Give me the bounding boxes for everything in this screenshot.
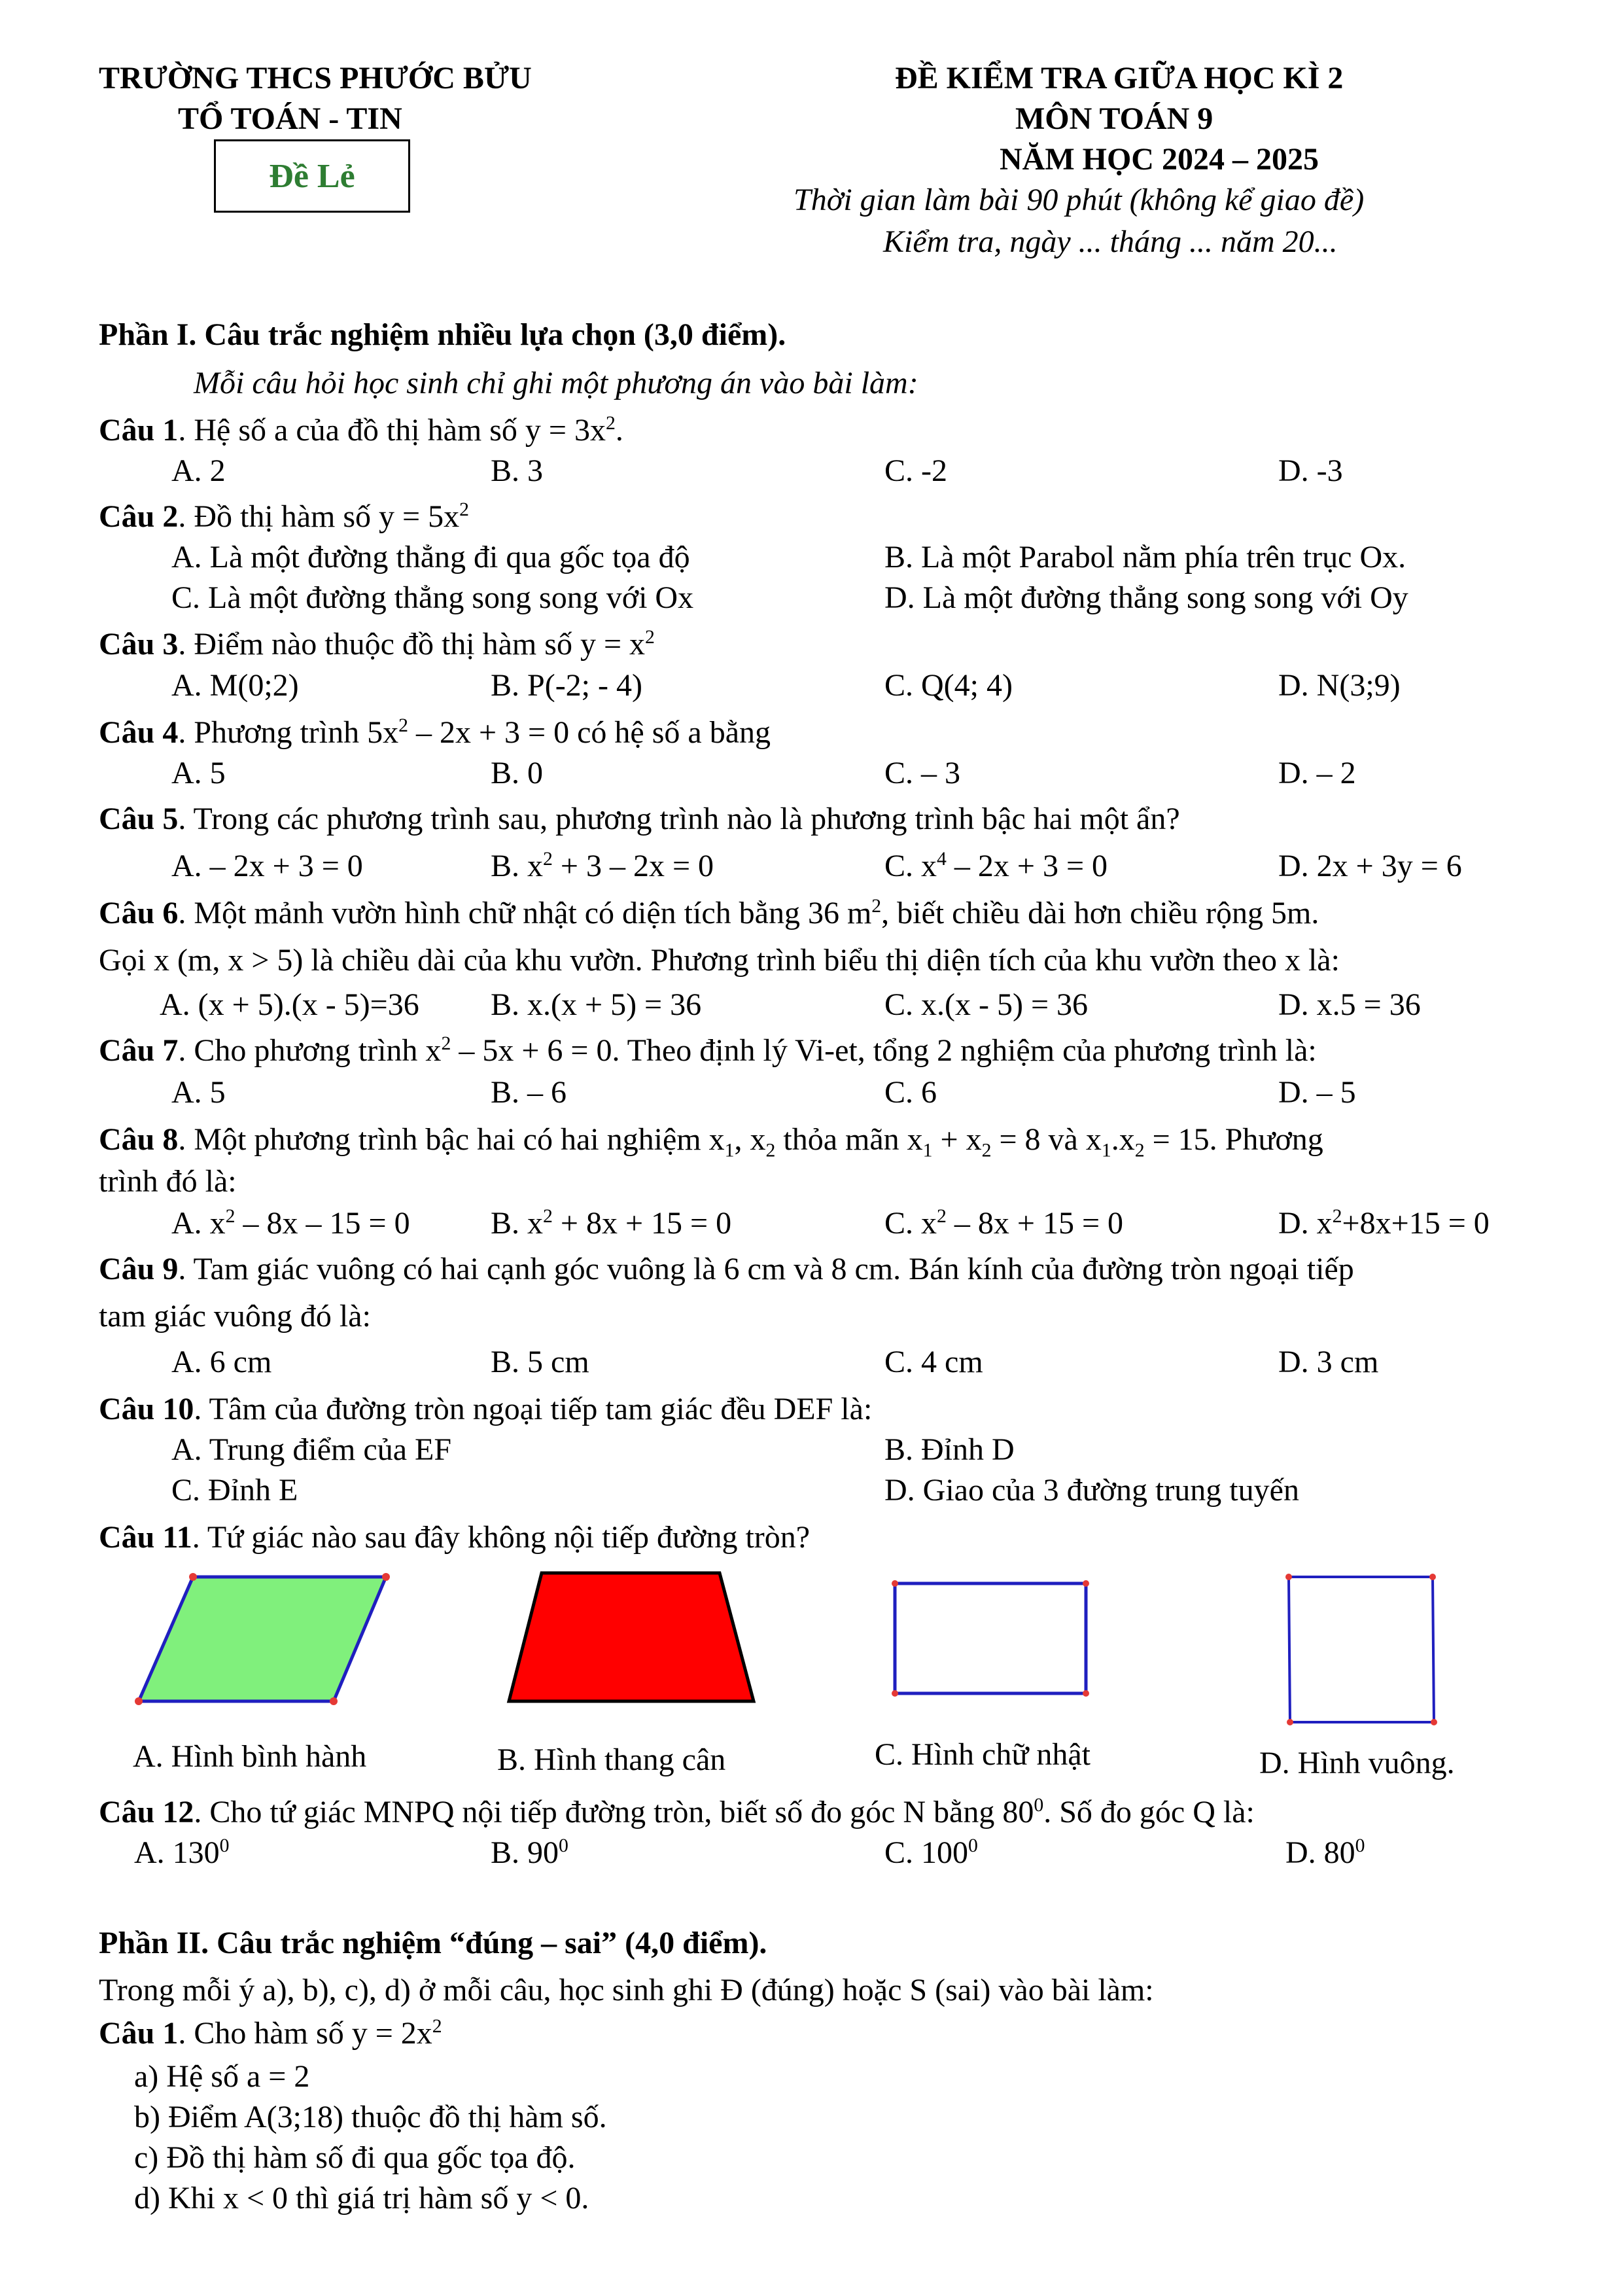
q7-stem [99, 1031, 1317, 1070]
q5-stem [99, 800, 1180, 839]
q1-tail: . [615, 413, 623, 448]
q9-option-a: A. 6 cm [171, 1345, 272, 1379]
department: TỔ TOÁN - TIN [178, 101, 402, 136]
q2-option-b: B. Là một Parabol nằm phía trên trục Ox. [884, 540, 1406, 574]
q8-option-a [171, 1204, 410, 1243]
q10-stem [99, 1390, 872, 1429]
q12-d-text: D. 80 [1285, 1835, 1355, 1870]
q12-label: Câu 12 [99, 1795, 194, 1829]
q12-text-post: . Số đo góc Q là: [1043, 1795, 1255, 1829]
q2-option-d: D. Là một đường thẳng song song với Oy [884, 580, 1408, 615]
q8-c-pre: C. x [884, 1206, 937, 1241]
q5-c-pre: C. x [884, 849, 937, 883]
part2-q1-item-d: d) Khi x < 0 thì giá trị hàm số y < 0. [134, 2181, 589, 2216]
school-name: TRƯỜNG THCS PHƯỚC BỬU [99, 61, 532, 96]
q10-option-b: B. Đỉnh D [884, 1432, 1015, 1467]
q8-t4: + x [932, 1122, 982, 1157]
q1-option-c: C. -2 [884, 453, 947, 488]
part2-q1-text: . Cho hàm số y = 2x [178, 2016, 432, 2051]
q8-a-exp: 2 [225, 1205, 236, 1227]
q8-stem-line1 [99, 1120, 1323, 1159]
q5-label: Câu 5 [99, 802, 179, 836]
q4-option-d: D. – 2 [1278, 756, 1356, 790]
q8-a-post: – 8x – 15 = 0 [235, 1206, 410, 1241]
q4-label: Câu 4 [99, 715, 179, 750]
q6-stem-line1 [99, 894, 1319, 933]
q8-b-post: + 8x + 15 = 0 [552, 1206, 732, 1241]
parallelogram-shape [139, 1577, 386, 1701]
rectangle-vertex [1083, 1690, 1089, 1697]
q6-option-b: B. x.(x + 5) = 36 [491, 987, 702, 1022]
q8-t2: , x [734, 1122, 766, 1157]
q2-option-c: C. Là một đường thẳng song song với Ox [171, 580, 694, 615]
q9-option-b: B. 5 cm [491, 1345, 589, 1379]
part2-q1-item-b: b) Điểm A(3;18) thuộc đồ thị hàm số. [134, 2100, 607, 2134]
parallelogram-figure [131, 1569, 399, 1729]
subject-title: MÔN TOÁN 9 [1015, 101, 1213, 136]
q5-option-a: A. – 2x + 3 = 0 [171, 849, 363, 883]
q8-s3: 1 [922, 1139, 933, 1161]
rectangle-vertex [892, 1580, 898, 1587]
square-vertex [1429, 1574, 1436, 1580]
rectangle-figure [890, 1578, 1092, 1703]
q1-text: . Hệ số a của đồ thị hàm số y = 3x [178, 413, 606, 448]
q1-option-d: D. -3 [1278, 453, 1343, 488]
q5-option-b [491, 847, 714, 886]
exam-date-line: Kiểm tra, ngày ... tháng ... năm 20... [883, 224, 1338, 259]
square-figure [1282, 1570, 1439, 1727]
q12-option-c [884, 1833, 978, 1873]
school-year: NĂM HỌC 2024 – 2025 [1000, 142, 1319, 177]
q1-stem [99, 411, 623, 450]
parallelogram-vertex [330, 1697, 338, 1705]
q8-s4: 2 [981, 1139, 992, 1161]
q8-option-d [1278, 1204, 1490, 1243]
q7-option-d: D. – 5 [1278, 1075, 1356, 1110]
part2-q1-stem [99, 2014, 442, 2053]
q8-d-post: +8x+15 = 0 [1342, 1206, 1490, 1241]
q3-option-b: B. P(-2; - 4) [491, 668, 642, 703]
q3-label: Câu 3 [99, 627, 179, 662]
q7-option-b: B. – 6 [491, 1075, 567, 1110]
q8-a-pre: A. x [171, 1206, 226, 1241]
q8-label: Câu 8 [99, 1122, 179, 1157]
exam-duration: Thời gian làm bài 90 phút (không kể giao đề) [794, 183, 1365, 217]
q5-b-post: + 3 – 2x = 0 [552, 849, 714, 883]
q8-c-post: – 8x + 15 = 0 [946, 1206, 1124, 1241]
q2-label: Câu 2 [99, 499, 179, 534]
q8-t5: = 8 và x [991, 1122, 1102, 1157]
square-vertex [1285, 1574, 1292, 1580]
q9-label: Câu 9 [99, 1252, 179, 1286]
q12-option-a [134, 1833, 230, 1873]
q12-b-deg: 0 [559, 1835, 568, 1856]
q4-option-a: A. 5 [171, 756, 226, 790]
q8-option-b [491, 1204, 731, 1243]
square-vertex [1431, 1719, 1437, 1725]
q12-text-pre: . Cho tứ giác MNPQ nội tiếp đường tròn, biết số đo góc N bằng 80 [194, 1795, 1034, 1829]
q6-stem-line2: Gọi x (m, x > 5) là chiều dài của khu vườn. Phương trình biểu thị diện tích của khu vườn theo x là: [99, 943, 1340, 978]
rectangle-vertex [1083, 1580, 1089, 1587]
q8-s2: 2 [765, 1139, 776, 1161]
q8-s1: 1 [724, 1139, 735, 1161]
trapezoid-figure [504, 1569, 772, 1713]
q3-option-a: A. M(0;2) [171, 668, 299, 703]
q4-option-c: C. – 3 [884, 756, 961, 790]
q11-text: . Tứ giác nào sau đây không nội tiếp đường tròn? [192, 1520, 811, 1555]
q5-c-exp: 4 [937, 848, 947, 870]
exam-title: ĐỀ KIỂM TRA GIỮA HỌC KÌ 2 [895, 61, 1344, 96]
q11-option-d: D. Hình vuông. [1259, 1746, 1455, 1780]
q7-option-a: A. 5 [171, 1075, 226, 1110]
part2-q1-exp: 2 [432, 2015, 442, 2037]
q8-t6: .x [1111, 1122, 1135, 1157]
q4-text-pre: . Phương trình 5x [178, 715, 399, 750]
q3-option-d: D. N(3;9) [1278, 668, 1401, 703]
square-shape [1289, 1577, 1434, 1722]
q10-label: Câu 10 [99, 1392, 194, 1426]
q9-stem-line2: tam giác vuông đó là: [99, 1299, 371, 1333]
q12-b-text: B. 90 [491, 1835, 559, 1870]
q8-t3: thỏa mãn x [775, 1122, 923, 1157]
q5-c-post: – 2x + 3 = 0 [946, 849, 1108, 883]
q5-text: . Trong các phương trình sau, phương trình nào là phương trình bậc hai một ẩn? [178, 802, 1180, 836]
q8-d-pre: D. x [1278, 1206, 1333, 1241]
q6-label: Câu 6 [99, 896, 179, 930]
q12-stem [99, 1793, 1255, 1832]
q7-exp: 2 [441, 1033, 451, 1054]
q11-stem [99, 1518, 810, 1557]
q9-stem-line1 [99, 1250, 1354, 1289]
q12-a-deg: 0 [219, 1835, 230, 1856]
q6-option-d: D. x.5 = 36 [1278, 987, 1421, 1022]
part2-title: Phần II. Câu trắc nghiệm “đúng – sai” (4,0 điểm). [99, 1926, 767, 1960]
part1-title: Phần I. Câu trắc nghiệm nhiều lựa chọn (3,0 điểm). [99, 317, 786, 352]
part2-q1-item-a: a) Hệ số a = 2 [134, 2059, 310, 2094]
q8-t7: = 15. Phương [1144, 1122, 1323, 1157]
q7-label: Câu 7 [99, 1033, 179, 1068]
q2-stem [99, 497, 469, 537]
q11-label: Câu 11 [99, 1520, 192, 1555]
q1-label: Câu 1 [99, 413, 179, 448]
q4-exp: 2 [398, 715, 408, 736]
q8-stem-line2: trình đó là: [99, 1164, 237, 1199]
part2-q1-label: Câu 1 [99, 2016, 179, 2051]
q10-option-a: A. Trung điểm của EF [171, 1432, 452, 1467]
parallelogram-vertex [382, 1573, 390, 1581]
q12-option-b [491, 1833, 568, 1873]
q8-s6: 2 [1134, 1139, 1145, 1161]
q4-option-b: B. 0 [491, 756, 544, 790]
q12-a-text: A. 130 [134, 1835, 220, 1870]
part2-instruction: Trong mỗi ý a), b), c), d) ở mỗi câu, học sinh ghi Đ (đúng) hoặc S (sai) vào bài làm: [99, 1973, 1154, 2007]
exam-version-label: Đề Lẻ [269, 158, 355, 195]
q8-d-exp: 2 [1332, 1205, 1342, 1227]
q10-option-c: C. Đỉnh E [171, 1473, 298, 1508]
q3-exp: 2 [645, 626, 655, 648]
q1-option-a: A. 2 [171, 453, 226, 488]
q4-text-post: – 2x + 3 = 0 có hệ số a bằng [408, 715, 771, 750]
q3-text: . Điểm nào thuộc đồ thị hàm số y = x [178, 627, 646, 662]
rectangle-shape [895, 1583, 1086, 1693]
q6-line1-pre: . Một mảnh vườn hình chữ nhật có diện tích bằng 36 m [178, 896, 872, 930]
square-vertex [1287, 1719, 1293, 1725]
q9-option-d: D. 3 cm [1278, 1345, 1379, 1379]
q1-exp: 2 [605, 412, 616, 434]
q5-option-c [884, 847, 1108, 886]
q5-option-d: D. 2x + 3y = 6 [1278, 849, 1462, 883]
rectangle-vertex [892, 1690, 898, 1697]
exam-version-box [214, 139, 410, 213]
parallelogram-vertex [135, 1697, 143, 1705]
q6-line1-exp: 2 [871, 895, 882, 917]
q1-option-b: B. 3 [491, 453, 544, 488]
q8-b-exp: 2 [543, 1205, 553, 1227]
q2-exp: 2 [459, 499, 469, 520]
q8-s5: 1 [1101, 1139, 1111, 1161]
q11-option-a: A. Hình bình hành [133, 1739, 367, 1774]
q7-text-pre: . Cho phương trình x [178, 1033, 442, 1068]
q10-option-d: D. Giao của 3 đường trung tuyến [884, 1473, 1299, 1508]
q3-stem [99, 625, 655, 664]
q4-stem [99, 713, 771, 752]
q2-text: . Đồ thị hàm số y = 5x [178, 499, 460, 534]
q12-c-text: C. 100 [884, 1835, 969, 1870]
q6-option-a: A. (x + 5).(x - 5)=36 [160, 987, 419, 1022]
q8-b-pre: B. x [491, 1206, 544, 1241]
q12-c-deg: 0 [968, 1835, 978, 1856]
part1-instruction: Mỗi câu hỏi học sinh chỉ ghi một phương án vào bài làm: [194, 366, 918, 400]
q10-text: . Tâm của đường tròn ngoại tiếp tam giác đều DEF là: [194, 1392, 873, 1426]
q6-option-c: C. x.(x - 5) = 36 [884, 987, 1089, 1022]
q12-d-deg: 0 [1355, 1835, 1365, 1856]
q2-option-a: A. Là một đường thẳng đi qua gốc tọa độ [171, 540, 690, 574]
q5-b-exp: 2 [543, 848, 553, 870]
q7-option-c: C. 6 [884, 1075, 937, 1110]
q8-c-exp: 2 [937, 1205, 947, 1227]
q9-line1: . Tam giác vuông có hai cạnh góc vuông là 6 cm và 8 cm. Bán kính của đường tròn ngoại tiếp [178, 1252, 1354, 1286]
parallelogram-vertex [189, 1573, 197, 1581]
part2-q1-item-c: c) Đồ thị hàm số đi qua gốc tọa độ. [134, 2140, 576, 2175]
q8-option-c [884, 1204, 1123, 1243]
q6-line1-post: , biết chiều dài hơn chiều rộng 5m. [881, 896, 1319, 930]
q11-option-c: C. Hình chữ nhật [875, 1737, 1091, 1772]
q12-exp: 0 [1034, 1794, 1044, 1816]
q8-t1: . Một phương trình bậc hai có hai nghiệm x [178, 1122, 725, 1157]
q5-b-pre: B. x [491, 849, 544, 883]
q7-text-post: – 5x + 6 = 0. Theo định lý Vi-et, tổng 2 nghiệm của phương trình là: [451, 1033, 1317, 1068]
trapezoid-shape [509, 1573, 754, 1701]
q3-option-c: C. Q(4; 4) [884, 668, 1013, 703]
q9-option-c: C. 4 cm [884, 1345, 983, 1379]
q11-option-b: B. Hình thang cân [497, 1742, 726, 1777]
q12-option-d [1285, 1833, 1365, 1873]
